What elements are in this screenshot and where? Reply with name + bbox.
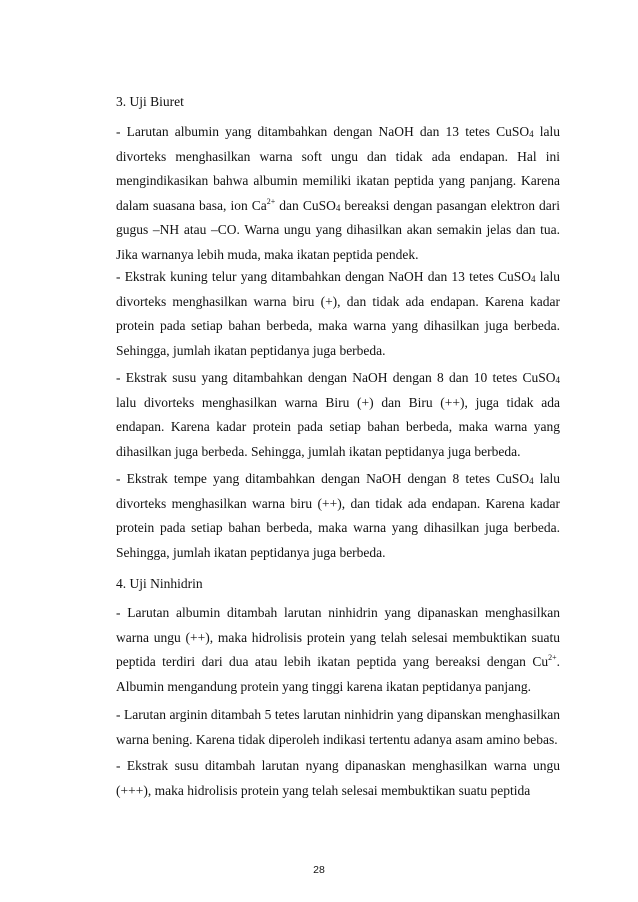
section-heading-biuret: 3. Uji Biuret: [116, 94, 184, 109]
paragraph-ninhidrin-arginin: - Larutan arginin ditambah 5 tetes larutan ninhidrin yang dipanskan menghasilkan warna bening. Karena tidak diperoleh indikasi tertentu adanya asam amino bebas.: [116, 707, 560, 747]
paragraph-biuret-susu: - Ekstrak susu yang ditambahkan dengan NaOH dengan 8 dan 10 tetes CuSO$_4$ lalu divorteks menghasilkan warna Biru (+) dan Biru (++), juga tidak ada endapan. Karena kadar protein pada setiap bahan berbeda, maka warna yang dihasilkan juga berbeda. Sehingga, jumlah ikatan peptidanya juga berbeda.: [116, 370, 560, 459]
paragraph-ninhidrin-albumin: - Larutan albumin ditambah larutan ninhidrin yang dipanaskan menghasilkan warna ungu (++), maka hidrolisis protein yang telah selesai membuktikan suatu peptida terdiri dari dua atau lebih ikatan peptida yang bereaksi dengan $Cu^{2+}$. Albumin mengandung protein yang tinggi karena ikatan peptidanya panjang.: [116, 605, 560, 694]
paragraph-biuret-tempe: - Ekstrak tempe yang ditambahkan dengan NaOH dengan 8 tetes CuSO$_4$ lalu divorteks menghasilkan warna biru (++), dan tidak ada endapan. Karena kadar protein pada setiap bahan berbeda, maka warna yang dihasilkan juga berbeda. Sehingga, jumlah ikatan peptidanya juga berbeda.: [116, 471, 560, 560]
paragraph-biuret-kuning-telur: - Ekstrak kuning telur yang ditambahkan dengan NaOH dan 13 tetes CuSO$_4$ lalu divorteks menghasilkan warna biru (+), dan tidak ada endapan. Karena kadar protein pada setiap bahan berbeda, maka warna yang dihasilkan juga berbeda. Sehingga, jumlah ikatan peptidanya juga berbeda.: [116, 269, 560, 358]
paragraph-biuret-albumin: - Larutan albumin yang ditambahkan dengan NaOH dan 13 tetes CuSO$_4$ lalu divorteks menghasilkan warna soft ungu dan tidak ada endapan. Hal ini mengindikasikan bahwa albumin memiliki ikatan peptida yang panjang. Karena dalam suasana basa, ion $Ca^{2+}$ dan CuSO$_4$ bereaksi dengan pasangan elektron dari gugus –NH atau –CO. Warna ungu yang dihasilkan akan semakin jelas dan tua. Jika warnanya lebih muda, maka ikatan peptida pendek.: [116, 124, 560, 262]
page-number: 28: [313, 864, 325, 876]
paragraph-ninhidrin-susu: - Ekstrak susu ditambah larutan nyang dipanaskan menghasilkan warna ungu (+++), maka hidrolisis protein yang telah selesai membuktikan suatu peptida: [116, 758, 560, 798]
section-heading-ninhidrin: 4. Uji Ninhidrin: [116, 576, 203, 591]
